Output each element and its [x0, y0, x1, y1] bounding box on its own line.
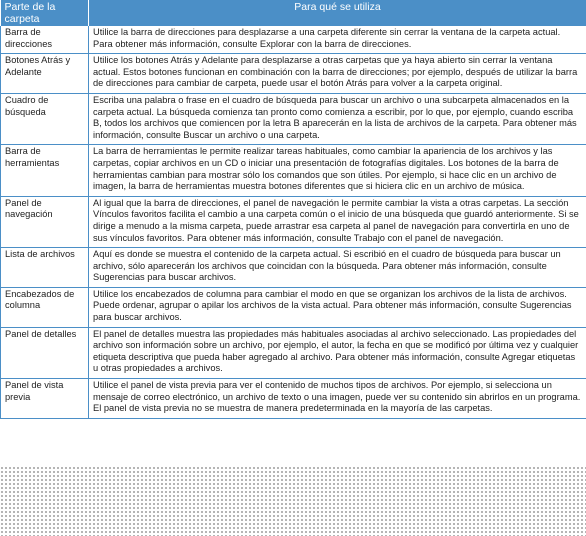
table-row: [1, 248, 586, 288]
use-cell: Utilice el panel de vista previa para ver el contenido de muchos tipos de archivos. Por ejemplo, si selecciona un mensaje de correo electrónico, un archivo de texto o una imagen, puede ver su contenido sin abrirlos en un programa. El panel de vista previa no se muestra de manera predeterminada en la mayoría de las carpetas.: [89, 379, 586, 419]
dotted-fade-overlay: [0, 466, 586, 536]
column-header-part: Parte de la carpeta: [1, 0, 89, 26]
table-row: [1, 196, 586, 247]
use-cell: El panel de detalles muestra las propiedades más habituales asociadas al archivo seleccionado. Las propiedades del archivo son información sobre un archivo, por ejemplo, el autor, la fecha en que se modificó por última vez y cualquier etiqueta descriptiva que pueda haber agregado al archivo. Para obtener más información, consulte Agregar etiquetas u otras propiedades a archivos.: [89, 327, 586, 378]
table-row: [1, 54, 586, 94]
part-cell: Panel de navegación: [1, 196, 89, 247]
part-cell: Encabezados de columna: [1, 287, 89, 327]
part-cell: Barra de herramientas: [1, 145, 89, 196]
table-row: [1, 379, 586, 419]
table-header-row: [1, 0, 586, 26]
part-cell: Barra de direcciones: [1, 26, 89, 54]
table-row: [1, 26, 586, 54]
use-cell: Utilice los encabezados de columna para cambiar el modo en que se organizan los archivos de la lista de archivos. Puede ordenar, agrupar o apilar los archivos de la vista actual. Para obtener más información, consulte Sugerencias para buscar archivos.: [89, 287, 586, 327]
table-row: [1, 145, 586, 196]
table-row: [1, 93, 586, 144]
table-row: [1, 327, 586, 378]
use-cell: Aquí es donde se muestra el contenido de la carpeta actual. Si escribió en el cuadro de búsqueda para buscar un archivo, sólo aparecerán los archivos que coincidan con la búsqueda. Para obtener más información, consulte Sugerencias para buscar archivos.: [89, 248, 586, 288]
column-header-use: Para qué se utiliza: [89, 0, 586, 26]
part-cell: Lista de archivos: [1, 248, 89, 288]
use-cell: Escriba una palabra o frase en el cuadro de búsqueda para buscar un archivo o una subcarpeta almacenados en la carpeta actual. La búsqueda comienza tan pronto como comienza a escribir, por lo que, por ejemplo, cuando escriba B, todos los archivos que comiencen por la letra B aparecerán en la lista de archivos de la carpeta. Para obtener más información, consulte Buscar un archivo o una carpeta.: [89, 93, 586, 144]
use-cell: Utilice la barra de direcciones para desplazarse a una carpeta diferente sin cerrar la ventana de la carpeta actual. Para obtener más información, consulte Explorar con la barra de direcciones.: [89, 26, 586, 54]
part-cell: Panel de vista previa: [1, 379, 89, 419]
use-cell: Utilice los botones Atrás y Adelante para desplazarse a otras carpetas que ya haya abierto sin cerrar la ventana actual. Estos botones funcionan en combinación con la barra de direcciones; por ejemplo, después de utilizar la barra de direcciones para cambiar de carpeta, puede usar el botón Atrás para volver a la carpeta original.: [89, 54, 586, 94]
use-cell: La barra de herramientas le permite realizar tareas habituales, como cambiar la apariencia de los archivos y las carpetas, copiar archivos en un CD o iniciar una presentación de fotografías digitales. Los botones de la barra de herramientas cambian para mostrar sólo los comandos que son útiles. Por ejemplo, si hace clic en un archivo de imagen, la barra de herramientas muestra botones diferentes que si hiciera clic en un archivo de música.: [89, 145, 586, 196]
table-row: [1, 287, 586, 327]
use-cell: Al igual que la barra de direcciones, el panel de navegación le permite cambiar la vista a otras carpetas. La sección Vínculos favoritos facilita el cambio a una carpeta común o el inicio de una búsqueda que guardó anteriormente. Si se dirige a menudo a la misma carpeta, puede arrastrar esa carpeta al panel de navegación para convertirla en uno de sus vínculos favoritos. Para obtener más información, consulte Trabajo con el panel de navegación.: [89, 196, 586, 247]
part-cell: Botones Atrás y Adelante: [1, 54, 89, 94]
part-cell: Panel de detalles: [1, 327, 89, 378]
part-cell: Cuadro de búsqueda: [1, 93, 89, 144]
